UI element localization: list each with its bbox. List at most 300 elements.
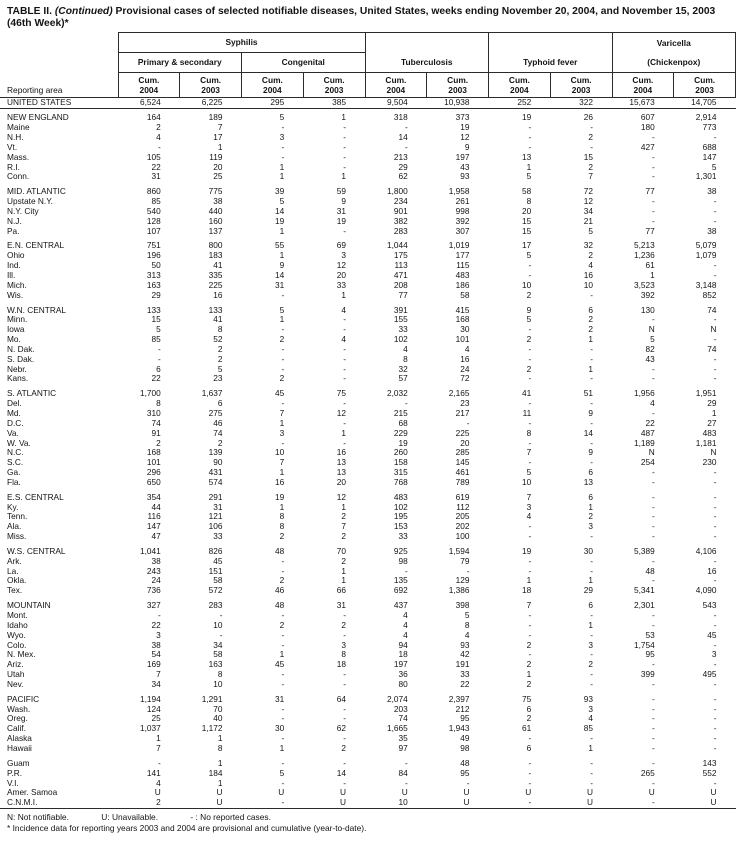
- table-row: [0, 695, 736, 705]
- value-cell: 2: [526, 290, 532, 300]
- value-cell: 283: [393, 226, 408, 236]
- value-cell: -: [651, 734, 655, 744]
- value-cell: -: [713, 374, 717, 384]
- value-cell: 160: [208, 216, 223, 226]
- value-cell: -: [528, 650, 532, 660]
- year-label: 2003: [571, 84, 591, 95]
- value-cell: -: [651, 694, 655, 704]
- table-row: [0, 143, 736, 153]
- value-cell: 1,800: [386, 187, 408, 197]
- table-row: [0, 680, 736, 690]
- col-syphilis-ps-cum-2004: [118, 73, 180, 98]
- value-cell: 1: [588, 335, 593, 345]
- value-cell: 322: [550, 98, 612, 109]
- reporting-area-cell: Ky.: [7, 502, 19, 512]
- value-cell: 1: [526, 576, 532, 586]
- value-cell: -: [651, 216, 655, 226]
- value-cell: -: [590, 734, 593, 744]
- reporting-area-cell: La.: [7, 566, 19, 576]
- value-cell: 2: [341, 556, 346, 566]
- value-cell: -: [590, 679, 593, 689]
- value-cell: 860: [146, 187, 161, 197]
- reporting-area-cell: Pa.: [7, 226, 20, 236]
- value-cell: 57: [398, 374, 408, 384]
- value-cell: 2: [341, 743, 346, 753]
- value-cell: 4: [341, 335, 346, 345]
- value-cell: -: [651, 408, 655, 418]
- value-cell: 650: [146, 477, 161, 487]
- value-cell: -: [651, 162, 655, 172]
- value-cell: 1: [156, 734, 161, 744]
- cum-label: Cum.: [323, 75, 345, 85]
- table-body: [0, 98, 736, 809]
- value-cell: 42: [460, 650, 470, 660]
- table-row: [0, 325, 736, 335]
- value-cell: 10: [275, 448, 285, 458]
- table-row: [0, 567, 736, 577]
- value-cell: -: [651, 133, 655, 143]
- table-row: [0, 187, 736, 197]
- value-cell: 9: [279, 261, 285, 271]
- value-cell: 572: [208, 586, 223, 596]
- value-cell: -: [343, 315, 346, 325]
- value-cell: -: [528, 438, 532, 448]
- value-cell: -: [343, 226, 346, 236]
- value-cell: 9: [588, 408, 593, 418]
- reporting-area-cell: Idaho: [7, 620, 28, 630]
- value-cell: 18: [398, 650, 408, 660]
- value-cell: 5,341: [633, 586, 655, 596]
- value-cell: -: [590, 344, 593, 354]
- value-cell: 186: [455, 280, 470, 290]
- reporting-area-cell: N. Dak.: [7, 344, 35, 354]
- value-cell: -: [590, 142, 593, 152]
- value-cell: 16: [460, 354, 470, 364]
- reporting-area-cell: C.N.M.I.: [0, 798, 118, 808]
- value-cell: 7: [279, 408, 285, 418]
- value-cell: 1,181: [695, 438, 717, 448]
- value-cell: 3: [279, 428, 285, 438]
- table-row: [0, 227, 736, 237]
- value-cell: 10: [213, 620, 223, 630]
- value-cell: 5: [156, 325, 161, 335]
- value-cell: -: [528, 734, 532, 744]
- value-cell: 175: [393, 251, 408, 261]
- table-row: [0, 113, 736, 123]
- value-cell: 751: [146, 241, 161, 251]
- value-cell: 25: [151, 714, 161, 724]
- value-cell: 16: [583, 271, 593, 280]
- value-cell: 925: [393, 546, 408, 556]
- value-cell: 1: [279, 743, 285, 753]
- value-cell: -: [343, 714, 346, 724]
- value-cell: 79: [460, 556, 470, 566]
- value-cell: 1,700: [139, 389, 161, 399]
- value-cell: 9: [526, 305, 532, 315]
- value-cell: 2,074: [386, 694, 408, 704]
- value-cell: 2: [526, 640, 532, 650]
- value-cell: 8: [156, 399, 161, 409]
- value-cell: 158: [393, 458, 408, 468]
- value-cell: 62: [398, 172, 408, 182]
- value-cell: 607: [640, 113, 655, 123]
- value-cell: 77: [645, 187, 655, 197]
- value-cell: 1,236: [633, 251, 655, 261]
- value-cell: 33: [460, 670, 470, 680]
- value-cell: 38: [707, 226, 717, 236]
- value-cell: 4: [403, 620, 408, 630]
- value-cell: 20: [460, 438, 470, 448]
- value-cell: -: [343, 418, 346, 428]
- value-cell: 2,914: [695, 113, 717, 123]
- value-cell: U: [525, 788, 532, 798]
- value-cell: 95: [460, 714, 470, 724]
- table-row: [0, 641, 736, 651]
- value-cell: -: [528, 758, 532, 768]
- value-cell: 392: [640, 290, 655, 300]
- value-cell: 75: [336, 389, 346, 399]
- value-cell: -: [281, 123, 285, 133]
- value-cell: 93: [583, 694, 593, 704]
- value-cell: 74: [707, 305, 717, 315]
- value-cell: 1,637: [201, 389, 223, 399]
- value-cell: 252: [489, 98, 551, 109]
- value-cell: 33: [213, 532, 223, 542]
- reporting-area-cell: Conn.: [7, 172, 30, 182]
- value-cell: -: [281, 142, 285, 152]
- value-cell: 10: [583, 280, 593, 290]
- value-cell: 74: [151, 418, 161, 428]
- value-cell: 12: [336, 408, 346, 418]
- table-row: [0, 389, 736, 399]
- value-cell: -: [343, 670, 346, 680]
- value-cell: 2: [341, 512, 346, 522]
- value-cell: 6: [526, 743, 532, 753]
- value-cell: 33: [398, 325, 408, 335]
- value-cell: 2: [217, 344, 223, 354]
- value-cell: 1: [588, 502, 593, 512]
- col-tuberculosis-cum-2004: [365, 73, 427, 98]
- col-congenital-cum-2003: [303, 73, 365, 98]
- value-cell: 3: [279, 133, 285, 143]
- value-cell: 16: [213, 290, 223, 300]
- value-cell: 163: [146, 280, 161, 290]
- subgroup-chickenpox: (Chickenpox): [612, 53, 736, 73]
- table-title-text: Provisional cases of selected notifiable diseases, United States, weeks ending November 20, 2004, and November 15, 2003: [115, 6, 716, 17]
- value-cell: U: [216, 788, 223, 798]
- value-cell: 31: [336, 601, 346, 611]
- value-cell: 1,291: [201, 694, 223, 704]
- value-cell: 773: [702, 123, 717, 133]
- value-cell: 30: [583, 546, 593, 556]
- reporting-area-cell: R.I.: [7, 162, 20, 172]
- value-cell: -: [528, 611, 532, 620]
- value-cell: 1: [588, 620, 593, 630]
- value-cell: 102: [393, 502, 408, 512]
- value-cell: -: [281, 611, 285, 620]
- year-label: 2003: [448, 84, 467, 95]
- value-cell: -: [343, 778, 346, 788]
- reporting-area-cell: W.S. CENTRAL: [7, 546, 66, 556]
- reporting-area-cell: Ga.: [7, 468, 21, 478]
- value-cell: 14: [275, 271, 285, 280]
- value-cell: 31: [275, 280, 285, 290]
- value-cell: 19: [398, 438, 408, 448]
- table-row: [0, 241, 736, 251]
- value-cell: -: [281, 152, 285, 162]
- value-cell: -: [343, 325, 346, 335]
- value-cell: 540: [146, 206, 161, 216]
- value-cell: -: [651, 778, 655, 788]
- value-cell: 14,705: [674, 98, 736, 109]
- value-cell: 195: [393, 512, 408, 522]
- value-cell: 5: [279, 768, 285, 778]
- value-cell: 5: [526, 172, 532, 182]
- value-cell: 391: [393, 305, 408, 315]
- value-cell: 74: [398, 714, 408, 724]
- value-cell: 19: [522, 113, 532, 123]
- value-cell: -: [466, 778, 470, 788]
- value-cell: -: [343, 374, 346, 384]
- footnote-n: N: Not notifiable.: [7, 812, 69, 823]
- reporting-area-cell: Mass.: [7, 152, 30, 162]
- value-cell: 45: [275, 660, 285, 670]
- value-cell: 44: [151, 502, 161, 512]
- value-cell: 1,754: [633, 640, 655, 650]
- value-cell: 38: [213, 197, 223, 207]
- value-cell: 70: [336, 546, 346, 556]
- footnote-u: U: Unavailable.: [101, 812, 159, 823]
- value-cell: 215: [393, 408, 408, 418]
- value-cell: 151: [208, 566, 223, 576]
- table-row: [0, 493, 736, 503]
- value-cell: 197: [393, 660, 408, 670]
- reporting-area-cell: Oreg.: [7, 714, 28, 724]
- table-row: [0, 734, 736, 744]
- value-cell: 68: [398, 418, 408, 428]
- reporting-area-cell: Ark.: [7, 556, 22, 566]
- value-cell: 143: [702, 758, 717, 768]
- value-cell: 688: [702, 142, 717, 152]
- value-cell: 6: [588, 601, 593, 611]
- value-cell: 2: [526, 335, 532, 345]
- value-cell: 1: [711, 408, 717, 418]
- value-cell: -: [713, 335, 717, 345]
- value-cell: 335: [208, 271, 223, 280]
- value-cell: 3: [341, 251, 346, 261]
- table-row: [0, 522, 736, 532]
- value-cell: 112: [456, 502, 470, 512]
- value-cell: -: [713, 640, 717, 650]
- value-cell: 552: [702, 768, 717, 778]
- value-cell: 8: [341, 650, 346, 660]
- reporting-area-cell: Mo.: [7, 335, 21, 345]
- value-cell: 9,504: [365, 98, 427, 109]
- value-cell: 7: [526, 601, 532, 611]
- value-cell: 29: [398, 162, 408, 172]
- value-cell: 901: [393, 206, 408, 216]
- value-cell: 13: [336, 468, 346, 478]
- value-cell: 10: [213, 679, 223, 689]
- value-cell: 4: [403, 344, 408, 354]
- value-cell: 1,194: [139, 694, 161, 704]
- value-cell: -: [651, 172, 655, 182]
- value-cell: 30: [275, 724, 285, 734]
- value-cell: 8: [526, 428, 532, 438]
- table-row: [0, 631, 736, 641]
- value-cell: 168: [455, 315, 470, 325]
- value-cell: 1: [217, 758, 223, 768]
- value-cell: U: [303, 798, 365, 808]
- value-cell: 483: [393, 492, 408, 502]
- value-cell: -: [651, 714, 655, 724]
- value-cell: -: [590, 556, 593, 566]
- value-cell: 2: [588, 315, 593, 325]
- value-cell: 1,019: [448, 241, 470, 251]
- value-cell: -: [590, 566, 593, 576]
- value-cell: 128: [146, 216, 161, 226]
- table-row: [0, 468, 736, 478]
- value-cell: 101: [146, 458, 161, 468]
- table-row: [0, 557, 736, 567]
- value-cell: -: [343, 438, 346, 448]
- value-cell: -: [713, 477, 717, 487]
- value-cell: -: [343, 399, 346, 409]
- table-row: [0, 217, 736, 227]
- value-cell: 10,938: [427, 98, 489, 109]
- value-cell: 296: [146, 468, 161, 478]
- value-cell: 440: [208, 206, 223, 216]
- value-cell: -: [528, 325, 532, 335]
- value-cell: 4: [156, 133, 161, 143]
- value-cell: 692: [393, 586, 408, 596]
- value-cell: 97: [398, 743, 408, 753]
- value-cell: 5,079: [695, 241, 717, 251]
- value-cell: 7: [341, 522, 346, 532]
- value-cell: 22: [645, 418, 655, 428]
- table-row: [0, 399, 736, 409]
- value-cell: 3,523: [633, 280, 655, 290]
- value-cell: 31: [275, 694, 285, 704]
- value-cell: -: [281, 679, 285, 689]
- value-cell: 3: [588, 522, 593, 532]
- value-cell: 4: [464, 630, 470, 640]
- value-cell: 4: [403, 611, 408, 620]
- value-cell: 47: [151, 532, 161, 542]
- value-cell: 619: [455, 492, 470, 502]
- value-cell: 85: [151, 335, 161, 345]
- value-cell: 310: [146, 408, 161, 418]
- value-cell: -: [528, 556, 532, 566]
- column-group-tuberculosis-spacer: [365, 33, 489, 53]
- value-cell: 20: [522, 206, 532, 216]
- value-cell: 7: [526, 492, 532, 502]
- value-cell: -: [713, 778, 717, 788]
- reporting-area-cell: Mich.: [7, 280, 27, 290]
- value-cell: 275: [208, 408, 223, 418]
- value-cell: 13: [336, 458, 346, 468]
- value-cell: 49: [460, 734, 470, 744]
- value-cell: 135: [393, 576, 408, 586]
- value-cell: 34: [151, 679, 161, 689]
- value-cell: 398: [455, 601, 470, 611]
- value-cell: 19: [275, 492, 285, 502]
- value-cell: 1: [279, 315, 285, 325]
- value-cell: -: [713, 704, 717, 714]
- value-cell: 2: [526, 660, 532, 670]
- value-cell: 9: [464, 142, 470, 152]
- table-row: [0, 705, 736, 715]
- value-cell: -: [343, 611, 346, 620]
- value-cell: 483: [455, 271, 470, 280]
- value-cell: 2: [279, 620, 285, 630]
- value-cell: -: [590, 399, 593, 409]
- value-cell: 5: [526, 251, 532, 261]
- value-cell: 1: [217, 778, 223, 788]
- value-cell: 437: [393, 601, 408, 611]
- value-cell: -: [713, 532, 717, 542]
- value-cell: 80: [398, 679, 408, 689]
- value-cell: 100: [455, 532, 470, 542]
- value-cell: 260: [393, 448, 408, 458]
- value-cell: -: [590, 438, 593, 448]
- value-cell: -: [219, 611, 223, 620]
- value-cell: -: [713, 354, 717, 364]
- value-cell: 800: [208, 241, 223, 251]
- value-cell: 72: [460, 374, 470, 384]
- cum-label: Cum.: [200, 75, 222, 85]
- value-cell: -: [343, 758, 346, 768]
- reporting-area-cell: Alaska: [7, 734, 32, 744]
- value-cell: 295: [242, 98, 304, 109]
- value-cell: 8: [526, 197, 532, 207]
- value-cell: 1: [341, 502, 346, 512]
- value-cell: 50: [151, 261, 161, 271]
- value-cell: 2: [588, 512, 593, 522]
- value-cell: 18: [522, 586, 532, 596]
- value-cell: -: [713, 620, 717, 630]
- reporting-area-cell: Minn.: [7, 315, 28, 325]
- value-cell: -: [157, 344, 161, 354]
- value-cell: -: [466, 566, 470, 576]
- value-cell: 2: [588, 133, 593, 143]
- value-cell: 254: [640, 458, 655, 468]
- table-row: [0, 576, 736, 586]
- value-cell: 93: [460, 172, 470, 182]
- table-header: [0, 33, 736, 98]
- value-cell: 775: [208, 187, 223, 197]
- value-cell: 1: [526, 162, 532, 172]
- value-cell: 1: [279, 172, 285, 182]
- value-cell: 1: [279, 468, 285, 478]
- reporting-area-cell: Wash.: [7, 704, 31, 714]
- value-cell: -: [343, 704, 346, 714]
- value-cell: 7: [279, 458, 285, 468]
- column-group-typhoid-spacer: [489, 33, 613, 53]
- value-cell: 21: [583, 216, 593, 226]
- value-cell: N: [710, 448, 717, 458]
- reporting-area-cell: Maine: [7, 123, 30, 133]
- value-cell: 768: [393, 477, 408, 487]
- value-cell: 243: [146, 566, 161, 576]
- value-cell: 208: [393, 280, 408, 290]
- value-cell: 34: [583, 206, 593, 216]
- reporting-area-cell: Wyo.: [7, 630, 26, 640]
- value-cell: 354: [146, 492, 161, 502]
- table-row: [0, 670, 736, 680]
- reporting-area-cell: PACIFIC: [7, 694, 40, 704]
- value-cell: -: [651, 206, 655, 216]
